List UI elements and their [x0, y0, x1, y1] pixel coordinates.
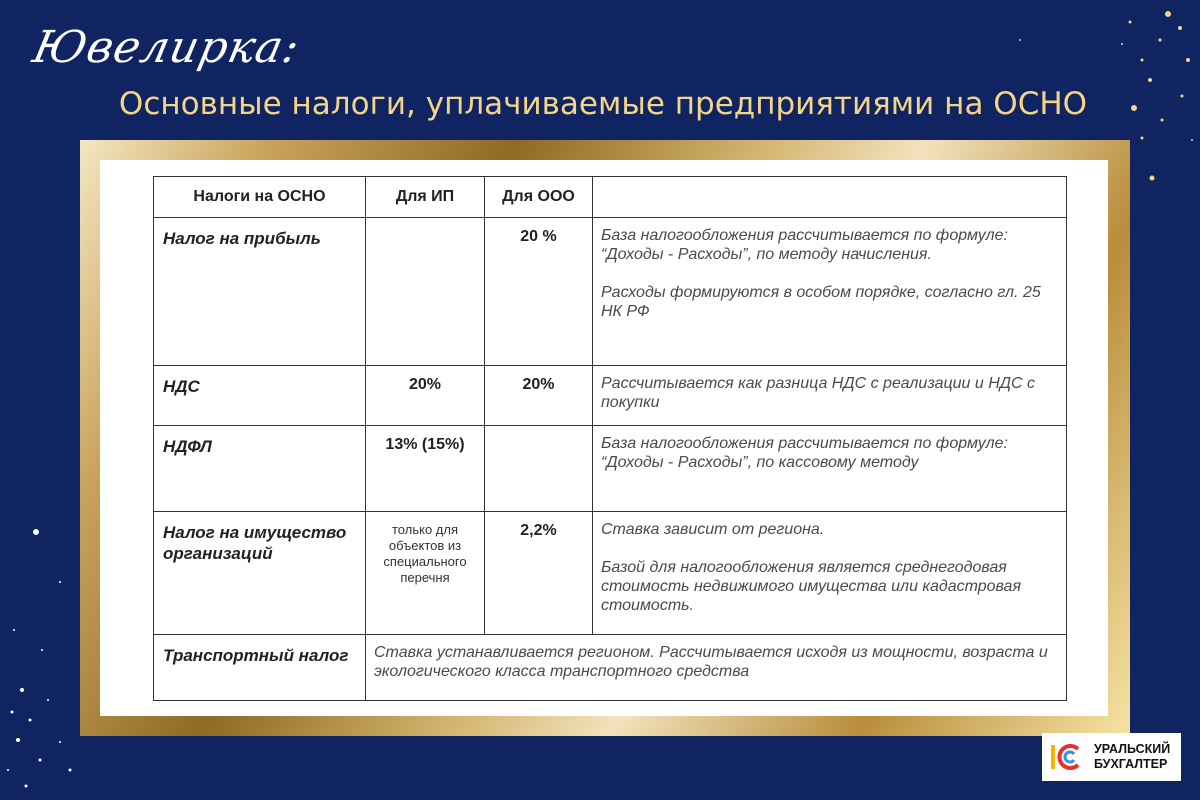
logo-line: УРАЛЬСКИЙ: [1094, 742, 1171, 756]
rate-ip: [366, 218, 485, 366]
tax-name: Налог на прибыль: [154, 218, 366, 366]
logo-line: БУХГАЛТЕР: [1094, 757, 1168, 771]
rate-ip: 13% (15%): [366, 426, 485, 512]
table-row: [154, 218, 1067, 366]
company-logo: [1042, 733, 1181, 781]
tax-description: [366, 635, 1067, 701]
gold-frame: [80, 140, 1130, 736]
rate-ooo: 20%: [485, 366, 593, 426]
header-taxes: Налоги на ОСНО: [154, 177, 366, 218]
header-ip: Для ИП: [366, 177, 485, 218]
page-title: Основные налоги, уплачиваемые предприятиями на ОСНО: [118, 86, 1088, 122]
rate-ooo: [485, 426, 593, 512]
logo-text: [1094, 742, 1170, 772]
description-paragraph: Базой для налогообложения является среднегодовая стоимость недвижимого имущества или кадастровая стоимость.: [601, 559, 1021, 614]
brand-logo-script: Ювелирка:: [28, 22, 305, 73]
table-row: [154, 426, 1067, 512]
table-row: [154, 512, 1067, 635]
description-paragraph: База налогообложения рассчитывается по формуле: “Доходы - Расходы”, по кассовому методу: [601, 435, 1008, 471]
table-header-row: [154, 177, 1067, 218]
rate-ooo: 2,2%: [485, 512, 593, 635]
header-description: [593, 177, 1067, 218]
tax-name: Транспортный налог: [154, 635, 366, 701]
tax-description: [593, 366, 1067, 426]
tax-name: Налог на имущество организаций: [154, 512, 366, 635]
description-paragraph: Ставка устанавливается регионом. Рассчитывается исходя из мощности, возраста и экологического класса транспортного средства: [374, 644, 1048, 680]
description-paragraph: База налогообложения рассчитывается по формуле: “Доходы - Расходы”, по методу начисления.: [601, 227, 1008, 263]
1c-logo-icon: [1048, 737, 1088, 777]
description-paragraph: Расходы формируются в особом порядке, согласно гл. 25 НК РФ: [601, 284, 1041, 320]
tax-name: НДС: [154, 366, 366, 426]
content-sheet: [100, 160, 1108, 716]
description-paragraph: Ставка зависит от региона.: [601, 521, 825, 538]
tax-name: НДФЛ: [154, 426, 366, 512]
tax-table: [153, 176, 1067, 701]
description-paragraph: Рассчитывается как разница НДС с реализации и НДС с покупки: [601, 375, 1036, 411]
table-row: [154, 366, 1067, 426]
table-row: [154, 635, 1067, 701]
rate-ip: только для объектов из специального перечня: [366, 512, 485, 635]
tax-description: [593, 512, 1067, 635]
rate-ip: 20%: [366, 366, 485, 426]
tax-description: [593, 218, 1067, 366]
rate-ooo: 20 %: [485, 218, 593, 366]
header-ooo: Для ООО: [485, 177, 593, 218]
tax-description: [593, 426, 1067, 512]
